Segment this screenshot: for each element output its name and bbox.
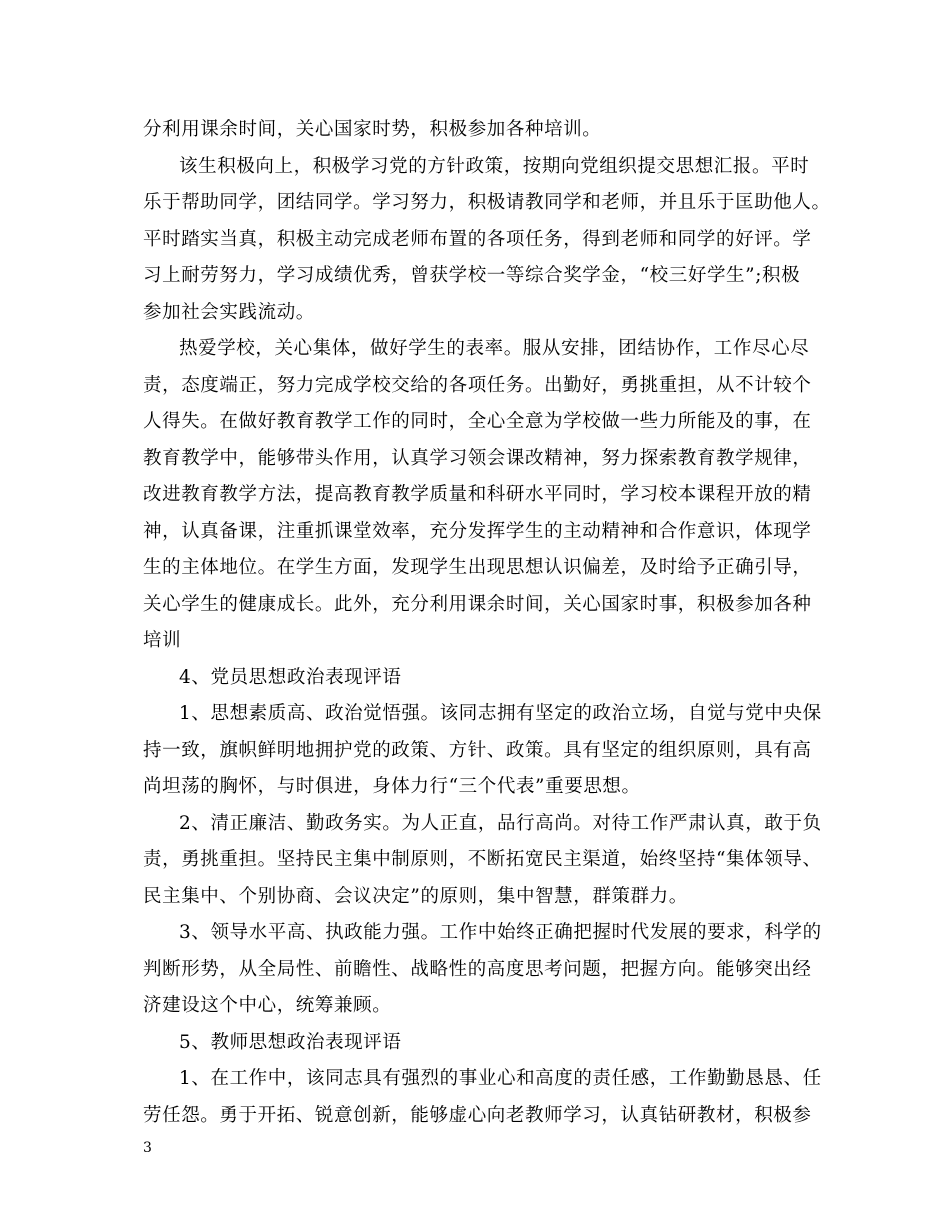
text-line: 生的主体地位。在学生方面，发现学生出现思想认识偏差，及时给予正确引导， [143, 557, 812, 578]
text-line: 1、思想素质高、政治觉悟强。该同志拥有坚定的政治立场，自觉与党中央保 [179, 703, 822, 724]
text-line: 分利用课余时间，关心国家时势，积极参加各种培训。 [143, 119, 602, 140]
page-number: 3 [143, 1140, 152, 1156]
text-line: 判断形势，从全局性、前瞻性、战略性的高度思考问题，把握方向。能够突出经 [143, 958, 812, 980]
text-line: 济建设这个中心，统筹兼顾。 [143, 995, 392, 1016]
text-line: 平时踏实当真，积极主动完成老师布置的各项任务，得到老师和同学的好评。学 [143, 228, 812, 250]
text-line: 民主集中、个别协商、会议决定”的原则，集中智慧，群策群力。 [143, 885, 688, 907]
text-line: 乐于帮助同学，团结同学。学习努力，积极请教同学和老师，并且乐于匡助他人。 [143, 192, 831, 213]
text-line: 5、教师思想政治表现评语 [179, 1031, 402, 1053]
text-line: 责，勇挑重担。坚持民主集中制原则，不断拓宽民主渠道，始终坚持“集体领导、 [143, 849, 822, 870]
text-line: 1、在工作中，该同志具有强烈的事业心和高度的责任感，工作勤勤恳恳、任 [179, 1068, 822, 1089]
text-line: 参加社会实践流动。 [143, 301, 315, 323]
text-line: 神，认真备课，注重抓课堂效率，充分发挥学生的主动精神和合作意识，体现学 [143, 520, 812, 542]
text-line: 2、清正廉洁、勤政务实。为人正直，品行高尚。对待工作严肃认真，敢于负 [179, 812, 822, 834]
text-line: 劳任怨。勇于开拓、锐意创新，能够虚心向老教师学习，认真钻研教材，积极参 [143, 1104, 812, 1126]
text-line: 4、党员思想政治表现评语 [179, 666, 402, 688]
text-line: 热爱学校，关心集体，做好学生的表率。服从安排，团结协作，工作尽心尽 [179, 338, 810, 359]
text-line: 关心学生的健康成长。此外，充分利用课余时间，关心国家时事，积极参加各种 [143, 593, 812, 615]
text-line: 3、领导水平高、执政能力强。工作中始终正确把握时代发展的要求，科学的 [179, 922, 822, 943]
body-text [143, 112, 831, 1134]
text-line: 教育教学中，能够带头作用，认真学习领会课改精神，努力探索教育教学规律， [143, 447, 812, 469]
text-line: 人得失。在做好教育教学工作的同时，全心全意为学校做一些力所能及的事，在 [143, 411, 812, 432]
text-line: 责，态度端正，努力完成学校交给的各项任务。出勤好，勇挑重担，从不计较个 [143, 374, 812, 396]
text-line: 培训 [143, 630, 182, 651]
text-line: 改进教育教学方法，提高教育教学质量和科研水平同时，学习校本课程开放的精 [143, 484, 812, 505]
text-line: 该生积极向上，积极学习党的方针政策，按期向党组织提交思想汇报。平时 [179, 155, 810, 177]
text-line: 持一致，旗帜鲜明地拥护党的政策、方针、政策。具有坚定的组织原则，具有高 [143, 739, 812, 761]
text-line: 尚坦荡的胸怀，与时俱进，身体力行“三个代表”重要思想。 [143, 776, 641, 797]
text-line: 习上耐劳努力，学习成绩优秀，曾获学校一等综合奖学金，“校三好学生”;积极 [143, 265, 801, 286]
